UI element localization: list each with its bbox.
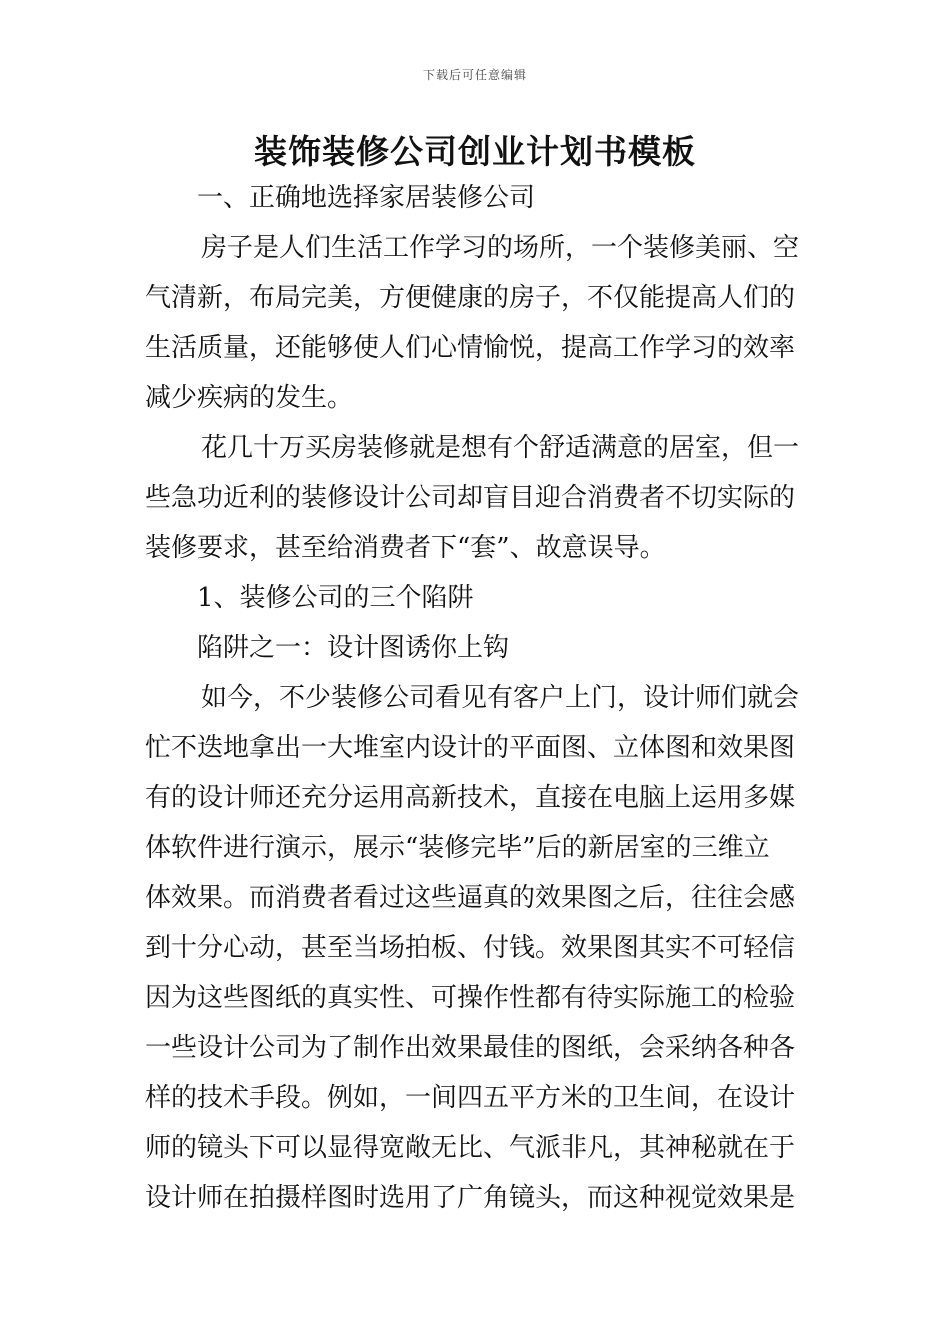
body-line: 师的镜头下可以显得宽敞无比、气派非凡，其神秘就在于 — [145, 1133, 796, 1163]
document-body — [145, 173, 810, 1223]
body-line: 花几十万买房装修就是想有个舒适满意的居室，但一 — [201, 433, 800, 463]
body-line: 一、正确地选择家居装修公司 — [197, 183, 536, 213]
body-line: 设计师在拍摄样图时选用了广角镜头，而这种视觉效果是 — [145, 1183, 796, 1213]
body-line: 陷阱之一：设计图诱你上钩 — [197, 633, 510, 663]
body-line: 减少疾病的发生。 — [145, 383, 354, 413]
body-line: 气清新，布局完美，方便健康的房子，不仅能提高人们的 — [145, 283, 796, 313]
body-line: 有的设计师还充分运用高新技术，直接在电脑上运用多媒 — [145, 783, 796, 813]
body-line: 样的技术手段。例如，一间四五平方米的卫生间，在设计 — [145, 1083, 796, 1113]
body-line: 到十分心动，甚至当场拍板、付钱。效果图其实不可轻信 — [145, 933, 796, 963]
body-line: 如今，不少装修公司看见有客户上门，设计师们就会 — [201, 683, 800, 713]
body-line: 一些设计公司为了制作出效果最佳的图纸，会采纳各种各 — [145, 1033, 796, 1063]
body-line: 忙不迭地拿出一大堆室内设计的平面图、立体图和效果图 — [145, 733, 796, 763]
body-line: 些急功近利的装修设计公司却盲目迎合消费者不切实际的 — [145, 483, 796, 513]
body-line: 1、装修公司的三个陷阱 — [197, 583, 474, 613]
document-title: 装饰装修公司创业计划书模板 — [254, 132, 696, 171]
header-note: 下载后可任意编辑 — [422, 68, 527, 82]
body-line: 体软件进行演示，展示“装修完毕”后的新居室的三维立 — [145, 833, 770, 863]
body-line: 生活质量，还能够使人们心情愉悦，提高工作学习的效率 — [145, 333, 796, 363]
body-line: 体效果。而消费者看过这些逼真的效果图之后，往往会感 — [145, 883, 796, 913]
body-line: 装修要求，甚至给消费者下“套”、故意误导。 — [145, 533, 666, 563]
body-line: 因为这些图纸的真实性、可操作性都有待实际施工的检验 — [145, 983, 796, 1013]
body-line: 房子是人们生活工作学习的场所，一个装修美丽、空 — [201, 233, 800, 263]
